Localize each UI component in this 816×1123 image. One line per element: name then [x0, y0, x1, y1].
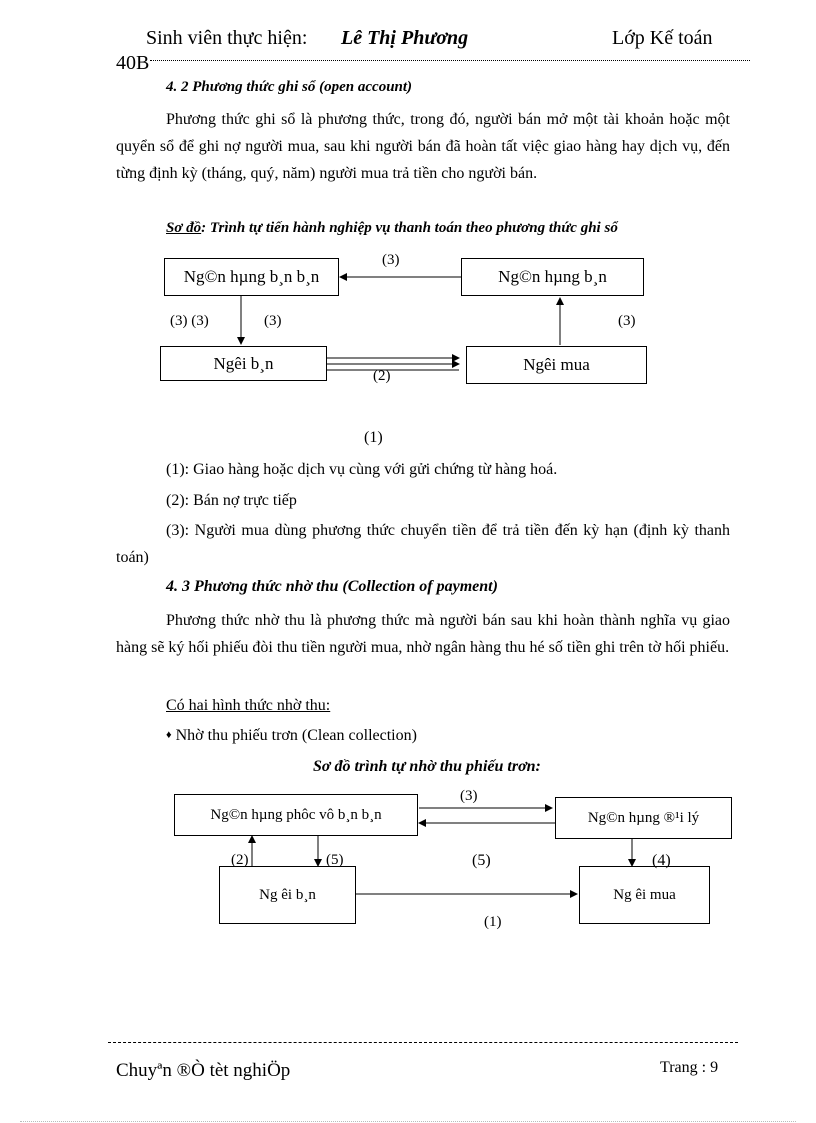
student-name: Lê Thị Phương: [341, 27, 469, 49]
section-4-3-paragraph-text: Phương thức nhờ thu là phương thức mà người bán sau khi hoàn thành nghĩa vụ giao hàng sẽ ký hối phiếu đòi thu tiền người mua, nhờ ngân hàng thu hé số tiền ghi trên tờ hối phiếu.: [116, 612, 730, 656]
forms-heading: Có hai hình thức nhờ thu:: [166, 697, 331, 714]
class-suffix: 40B: [116, 52, 150, 74]
label-d1-left: (3) (3): [170, 313, 209, 329]
box-seller: Ngêi b¸n: [160, 346, 327, 381]
diagram-1-caption-rest: : Trình tự tiến hành nghiệp vụ thanh toán theo phương thức ghi sổ: [201, 220, 618, 236]
label-d1-top: (3): [382, 252, 400, 268]
section-4-3-title: 4. 3 Phương thức nhờ thu (Collection of payment): [166, 578, 498, 595]
note-3-text: (3): Người mua dùng phương thức chuyển tiền để trả tiền đến kỳ hạn (định kỳ thanh toán): [116, 522, 730, 566]
note-2: (2): Bán nợ trực tiếp: [166, 492, 297, 509]
bullet-1-text: Nhờ thu phiếu trơn (Clean collection): [175, 727, 417, 744]
label-d1-bottom: (1): [364, 429, 383, 446]
diagram-2-title: Sơ đồ trình tự nhờ thu phiếu trơn:: [313, 758, 541, 775]
box-seller-bank: Ng©n hµng b¸n b¸n: [164, 258, 339, 296]
label-d2-1: (1): [484, 914, 502, 930]
footer-left: Chuyªn ®Ò tèt nghiÖp: [116, 1060, 291, 1081]
box-remitting-bank: Ng©n hµng phôc vô b¸n b¸n: [174, 794, 418, 836]
label-d1-right: (3): [618, 313, 636, 329]
section-4-2-paragraph-text: Phương thức ghi sổ là phương thức, trong đó, người bán mở một tài khoản hoặc một quyển sổ để ghi nợ người mua, sau khi người bán đã hoàn tất việc giao hàng hay dịch vụ, đến từng định kỳ (tháng, quý, năm) người mua trả tiền cho người bán.: [116, 111, 730, 182]
label-d1-arrow2: (2): [373, 368, 391, 384]
label-d2-4: (4): [652, 852, 671, 869]
diagram-1-caption-prefix: Sơ đồ: [166, 220, 202, 236]
footer-rule: [108, 1042, 738, 1043]
label-d1-mid-left: (3): [264, 313, 282, 329]
note-1: (1): Giao hàng hoặc dịch vụ cùng với gửi chứng từ hàng hoá.: [166, 461, 558, 478]
box-agent-bank: Ng©n hµng ®¹i lý: [555, 797, 732, 839]
box-buyer: Ngêi mua: [466, 346, 647, 384]
header-label: Sinh viên thực hiện:: [146, 27, 308, 49]
section-4-2-title: 4. 2 Phương thức ghi sổ (open account): [166, 79, 413, 95]
label-d2-5b: (5): [472, 852, 491, 869]
label-d2-2: (2): [231, 852, 249, 868]
box-buyer-2: Ng êi mua: [579, 866, 710, 924]
box-seller-2: Ng êi b¸n: [219, 866, 356, 924]
page-bottom-rule: [20, 1121, 796, 1122]
box-buyer-bank: Ng©n hµng b¸n: [461, 258, 644, 296]
label-d2-5a: (5): [326, 852, 344, 868]
bullet-diamond-icon: ♦: [166, 729, 172, 741]
footer-page: Trang : 9: [660, 1059, 719, 1076]
label-d2-3: (3): [460, 788, 478, 804]
class-name: Lớp Kế toán: [612, 27, 713, 49]
